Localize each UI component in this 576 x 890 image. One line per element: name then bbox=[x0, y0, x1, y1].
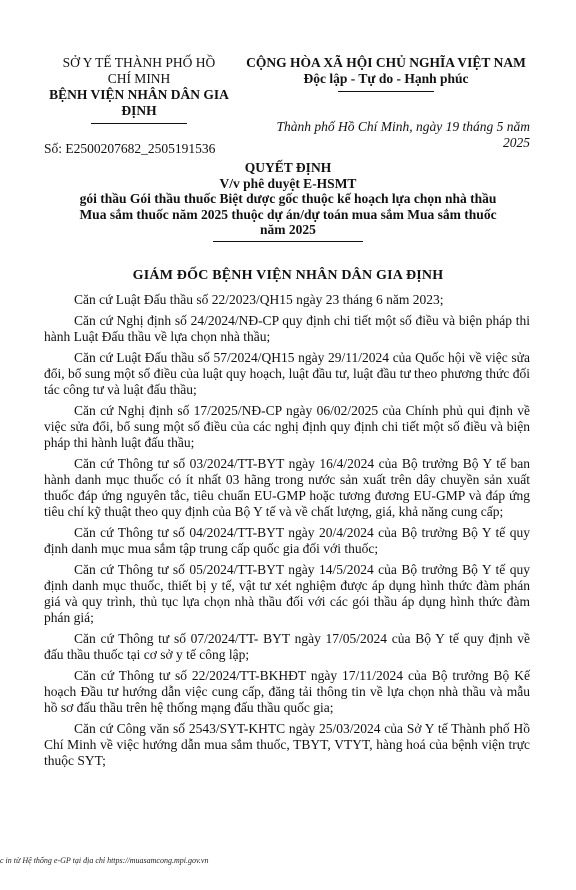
legal-basis-paragraph: Căn cứ Luật Đấu thầu số 57/2024/QH15 ngày 29/11/2024 của Quốc hội về việc sửa đổi, bổ sung một số điều của luật quy hoạch, luật đầu tư, luật đầu tư theo phương thức đối tác công tư và luật đấu thầu; bbox=[44, 350, 530, 397]
legal-basis-paragraph: Căn cứ Công văn số 2543/SYT-KHTC ngày 25/03/2024 của Sở Y tế Thành phố Hồ Chí Minh về việc hướng dẫn mua sắm thuốc, TBYT, VTYT, hàng hoá của bệnh viện trực thuộc SYT; bbox=[44, 721, 530, 768]
hospital-name-line2: ĐỊNH bbox=[121, 103, 157, 118]
decision-title bbox=[36, 160, 540, 242]
decision-subject-line4: Mua sắm thuốc năm 2025 thuộc dự án/dự toán mua sắm Mua sắm thuốc bbox=[79, 206, 497, 222]
legal-basis-paragraph: Căn cứ Thông tư số 22/2024/TT-BKHĐT ngày 17/11/2024 của Bộ trưởng Bộ Kế hoạch Đầu tư hướng dẫn việc cung cấp, đăng tải thông tin về lựa chọn nhà thầu và mẫu hồ sơ đấu thầu trên hệ thống mạng đấu thầu quốc gia; bbox=[44, 668, 530, 715]
parent-agency-line1: SỞ Y TẾ THÀNH PHỐ HỒ bbox=[62, 55, 216, 70]
organization-underline bbox=[91, 123, 187, 124]
decision-subject-line5: năm 2025 bbox=[260, 222, 316, 237]
legal-basis-paragraph: Căn cứ Thông tư số 05/2024/TT-BYT ngày 14/5/2024 của Bộ trưởng Bộ Y tế quy định danh mục thuốc, thiết bị y tế, vật tư xét nghiệm được áp dụng hình thức đàm phán giá và quy trình, thủ tục lựa chọn nhà thầu đối với các gói thầu áp dụng hình thức đàm phán giá; bbox=[44, 562, 530, 625]
legal-basis-paragraph: Căn cứ Nghị định số 17/2025/NĐ-CP ngày 06/02/2025 của Chính phủ qui định về việc sửa đổi, bổ sung một số điều của các nghị định quy định chi tiết một số điều và biện pháp thi hành luật đấu thầu; bbox=[44, 403, 530, 450]
decision-heading: QUYẾT ĐỊNH bbox=[244, 160, 332, 175]
legal-basis-paragraph: Căn cứ Thông tư số 04/2024/TT-BYT ngày 20/4/2024 của Bộ trưởng Bộ Y tế quy định danh mục mua sắm tập trung cấp quốc gia đối với thuốc; bbox=[44, 525, 530, 556]
place-and-date bbox=[248, 119, 530, 151]
place-date-line1: Thành phố Hồ Chí Minh, ngày 19 tháng 5 năm bbox=[276, 119, 530, 134]
issuing-authority: GIÁM ĐỐC BỆNH VIỆN NHÂN DÂN GIA ĐỊNH bbox=[132, 268, 444, 283]
decision-subject: V/v phê duyệt E-HSMT bbox=[219, 175, 357, 191]
issuing-organization bbox=[44, 55, 234, 124]
national-motto: Độc lập - Tự do - Hạnh phúc bbox=[303, 71, 469, 86]
legal-basis-paragraph: Căn cứ Nghị định số 24/2024/NĐ-CP quy định chi tiết một số điều và biện pháp thi hành Luật Đấu thầu về lựa chọn nhà thầu; bbox=[44, 313, 530, 344]
legal-basis-paragraph: Căn cứ Thông tư số 03/2024/TT-BYT ngày 16/4/2024 của Bộ trưởng Bộ Y tế ban hành danh mục thuốc có ít nhất 03 hãng trong nước sản xuất trên dây chuyền sản xuất thuốc đáp ứng nguyên tắc, tiêu chuẩn EU-GMP hoặc tương đương EU-GMP và đáp ứng tiêu chí kỹ thuật theo quy định của Bộ Y tế và về chất lượng, giá, khả năng cung cấp; bbox=[44, 456, 530, 519]
hospital-name-line1: BỆNH VIỆN NHÂN DÂN GIA bbox=[49, 87, 229, 102]
parent-agency-line2: CHÍ MINH bbox=[107, 71, 171, 86]
legal-basis-section bbox=[44, 292, 530, 774]
nation-name: CỘNG HÒA XÃ HỘI CHỦ NGHĨA VIỆT NAM bbox=[246, 55, 526, 70]
place-date-line2: 2025 bbox=[503, 135, 530, 150]
motto-underline bbox=[338, 91, 434, 92]
decision-subject-line3: gói thầu Gói thầu thuốc Biệt dược gốc thuộc kế hoạch lựa chọn nhà thầu bbox=[79, 191, 497, 206]
document-header bbox=[0, 55, 576, 165]
legal-basis-paragraph: Căn cứ Thông tư số 07/2024/TT- BYT ngày 17/05/2024 của Bộ Y tế quy định về đấu thầu thuốc tại cơ sở y tế công lập; bbox=[44, 631, 530, 662]
legal-basis-paragraph: Căn cứ Luật Đấu thầu số 22/2023/QH15 ngày 23 tháng 6 năm 2023; bbox=[74, 292, 444, 307]
print-source-footer: c in từ Hệ thống e-GP tại địa chỉ https://muasamcong.mpi.gov.vn bbox=[0, 856, 209, 865]
title-underline bbox=[213, 241, 363, 242]
document-number: Số: E2500207682_2505191536 bbox=[44, 141, 216, 156]
national-heading bbox=[236, 55, 536, 98]
